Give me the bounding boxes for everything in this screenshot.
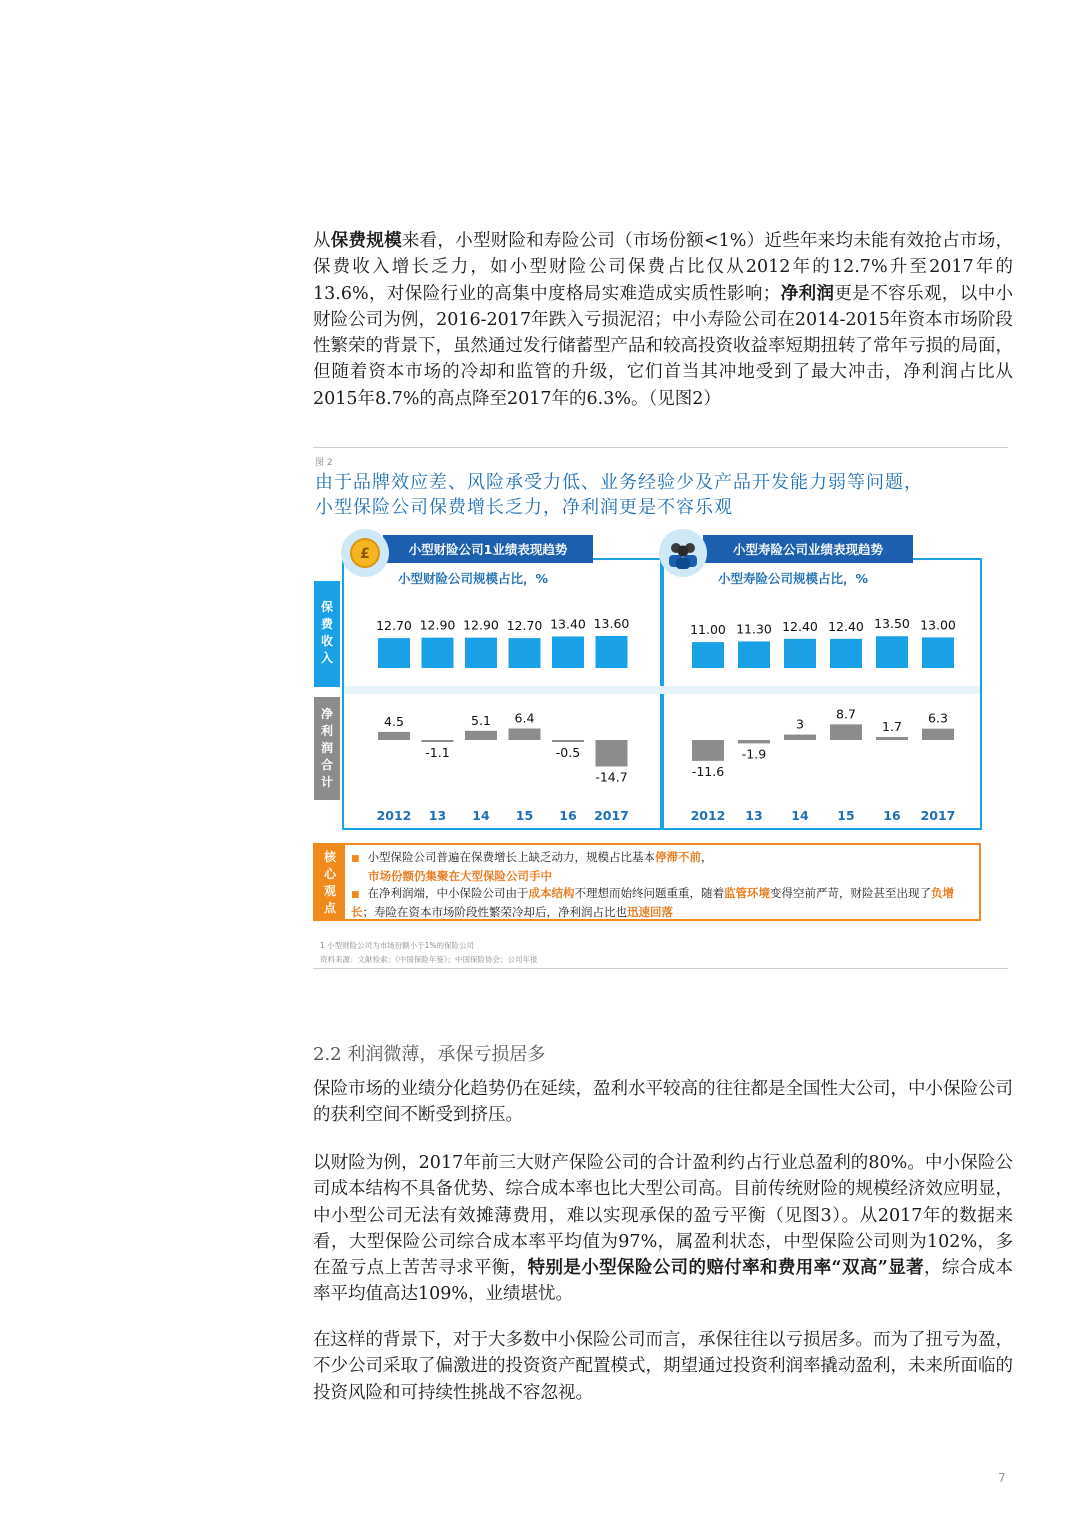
life-panel-title: 小型寿险公司业绩表现趋势 [732, 542, 884, 557]
core-viewpoint-tag: 核 心 观 点 [315, 845, 345, 919]
premium-value-label: 13.60 [593, 616, 630, 631]
profit-bar [876, 737, 908, 740]
bars-layer [376, 616, 956, 823]
profit-value-label: -11.6 [691, 763, 725, 779]
row-label-premium: 保费收入 [320, 600, 334, 665]
figure-bottom-rule [313, 968, 1008, 969]
year-tick-label: 13 [745, 808, 763, 823]
profit-value-label: -14.7 [595, 769, 628, 785]
profit-bar [422, 740, 454, 742]
profit-value-label: 3 [796, 716, 804, 732]
year-tick-label: 2012 [690, 808, 726, 823]
profit-bar [692, 740, 724, 761]
profit-value-label: 6.3 [928, 710, 948, 726]
year-tick-label: 2017 [594, 808, 629, 823]
svg-text:£: £ [360, 546, 370, 562]
premium-value-label: 13.00 [920, 617, 956, 633]
figure-title: 由于品牌效应差、风险承受力低、业务经验少及产品开发能力弱等问题， 小型保险公司保费增长乏力，净利润更是不容乐观 [315, 472, 923, 518]
section-paragraph-3: 在这样的背景下，对于大多数中小保险公司而言，承保往往以亏损居多。而为了扭亏为盈，不少公司采取了偏激进的投资资产配置模式，期望通过投资利润率撬动盈利，未来所面临的投资风险和可持续性挑战不容忽视。 [313, 1330, 1013, 1403]
profit-value-label: 1.7 [882, 718, 902, 734]
row-separator [344, 686, 980, 694]
premium-bar [596, 636, 628, 668]
footnote: 1 小型财险公司为市场份额小于1%的保险公司 [320, 941, 475, 950]
premium-bar [784, 639, 816, 668]
intro-paragraph: 从保费规模来看，小型财险和寿险公司（市场份额<1%）近些年来均未能有效抢占市场，保费收入增长乏力，如小型财险公司保费占比仅从2012年的12.7%升至2017年的13.6%，对保险行业的高集中度格局实难造成实质性影响；净利润更是不容乐观，以中小财险公司为例，2016-2017年跌入亏损泥沼；中小寿险公司在2014-2015年资本市场阶段性繁荣的背景下，虽然通过发行储蓄型产品和较高投资收益率短期扭转了常年亏损的局面，但随着资本市场的冷却和监管的升级，它们首当其冲地受到了最大冲击，净利润占比从2015年8.7%的高点降至2017年的6.3%。（见图2） [313, 231, 1014, 409]
year-tick-label: 16 [559, 808, 577, 823]
life-subtitle: 小型寿险公司规模占比，% [718, 571, 869, 586]
year-tick-label: 2012 [376, 808, 412, 823]
profit-value-label: 6.4 [514, 710, 535, 726]
premium-bar [876, 636, 908, 668]
premium-bar [509, 638, 541, 668]
year-tick-label: 16 [883, 808, 901, 823]
people-icon [659, 529, 707, 577]
premium-value-label: 11.30 [736, 621, 772, 637]
row-label-profit: 净利润合计 [320, 707, 334, 789]
premium-bar [422, 638, 454, 668]
premium-value-label: 13.40 [550, 616, 586, 632]
premium-bar [465, 638, 497, 668]
profit-value-label: 8.7 [836, 706, 856, 722]
premium-bar [378, 638, 410, 668]
year-tick-label: 14 [472, 808, 490, 823]
source-note: 资料来源：文献检索；《中国保险年鉴》；中国保险协会；公司年报 [320, 955, 538, 964]
page-number: 7 [998, 1471, 1006, 1485]
figure-notes [320, 939, 538, 967]
section-paragraph-2: 以财险为例，2017年前三大财产保险公司的合计盈利约占行业总盈利的80%。中小保险公司成本结构不具备优势、综合成本率也比大型公司高。目前传统财险的规模经济效应明显，中小型公司无法有效摊薄费用，难以实现承保的盈亏平衡（见图3）。从2017年的数据来看，大型保险公司综合成本率平均值为97%，属盈利状态，中型保险公司则为102%，多在盈亏点上苦苦寻求平衡，特别是小型保险公司的赔付率和费用率“双高”显著，综合成本率平均值高达109%，业绩堪忧。 [313, 1153, 1014, 1305]
core-bullet-1: ■ 小型保险公司普遍在保费增长上缺乏动力，规模占比基本停滞不前， 市场份额仍集聚在大型保险公司手中 [351, 850, 713, 883]
year-tick-label: 14 [791, 808, 809, 823]
profit-bar [465, 731, 497, 740]
core-bullet-2: ■ 在净利润端，中小保险公司由于成本结构不理想而始终问题重重，随着监管环境变得空前严苛，财险甚至出现了负增长；寿险在资本市场阶段性繁荣冷却后，净利润占比也迅速回落 [351, 886, 955, 919]
premium-bar [552, 636, 584, 668]
premium-bar [922, 637, 954, 668]
section-paragraph-1: 保险市场的业绩分化趋势仍在延续，盈利水平较高的往往都是全国性大公司，中小保险公司的获利空间不断受到挤压。 [313, 1079, 1013, 1126]
premium-value-label: 12.90 [419, 617, 456, 633]
premium-bar [692, 642, 724, 668]
nonlife-subtitle: 小型财险公司规模占比，% [398, 571, 549, 586]
profit-bar [738, 740, 770, 743]
section-title: 2.2 利润微薄，承保亏损居多 [313, 1044, 546, 1065]
year-tick-label: 13 [428, 808, 447, 823]
profit-bar [922, 729, 954, 740]
premium-value-label: 12.70 [506, 618, 543, 634]
premium-value-label: 12.40 [782, 618, 818, 634]
profit-bar [784, 735, 816, 740]
year-tick-label: 15 [515, 808, 534, 823]
profit-value-label: -1.1 [425, 745, 450, 760]
pound-coin-icon [341, 529, 389, 577]
year-tick-label: 15 [837, 808, 855, 823]
profit-value-label: 4.5 [384, 713, 404, 729]
profit-bar [378, 732, 410, 740]
premium-value-label: 12.40 [828, 618, 864, 634]
year-tick-label: 2017 [920, 808, 956, 823]
premium-bar [830, 639, 862, 668]
profit-bar [509, 728, 541, 740]
profit-bar [830, 724, 862, 740]
premium-value-label: 13.50 [874, 616, 910, 632]
profit-value-label: -1.9 [741, 746, 767, 762]
profit-bar [596, 740, 628, 766]
profit-bar [552, 740, 584, 742]
premium-value-label: 11.00 [690, 622, 726, 638]
premium-value-label: 12.90 [463, 617, 499, 633]
figure-number: 图 2 [315, 458, 333, 468]
core-viewpoint-box [313, 843, 981, 921]
core-viewpoint-text [351, 849, 973, 921]
premium-bar [738, 641, 770, 668]
premium-value-label: 12.70 [376, 618, 412, 634]
profit-value-label: -0.5 [555, 745, 581, 760]
profit-value-label: 5.1 [471, 712, 491, 728]
nonlife-panel-title: 小型财险公司1业绩表现趋势 [408, 542, 568, 557]
